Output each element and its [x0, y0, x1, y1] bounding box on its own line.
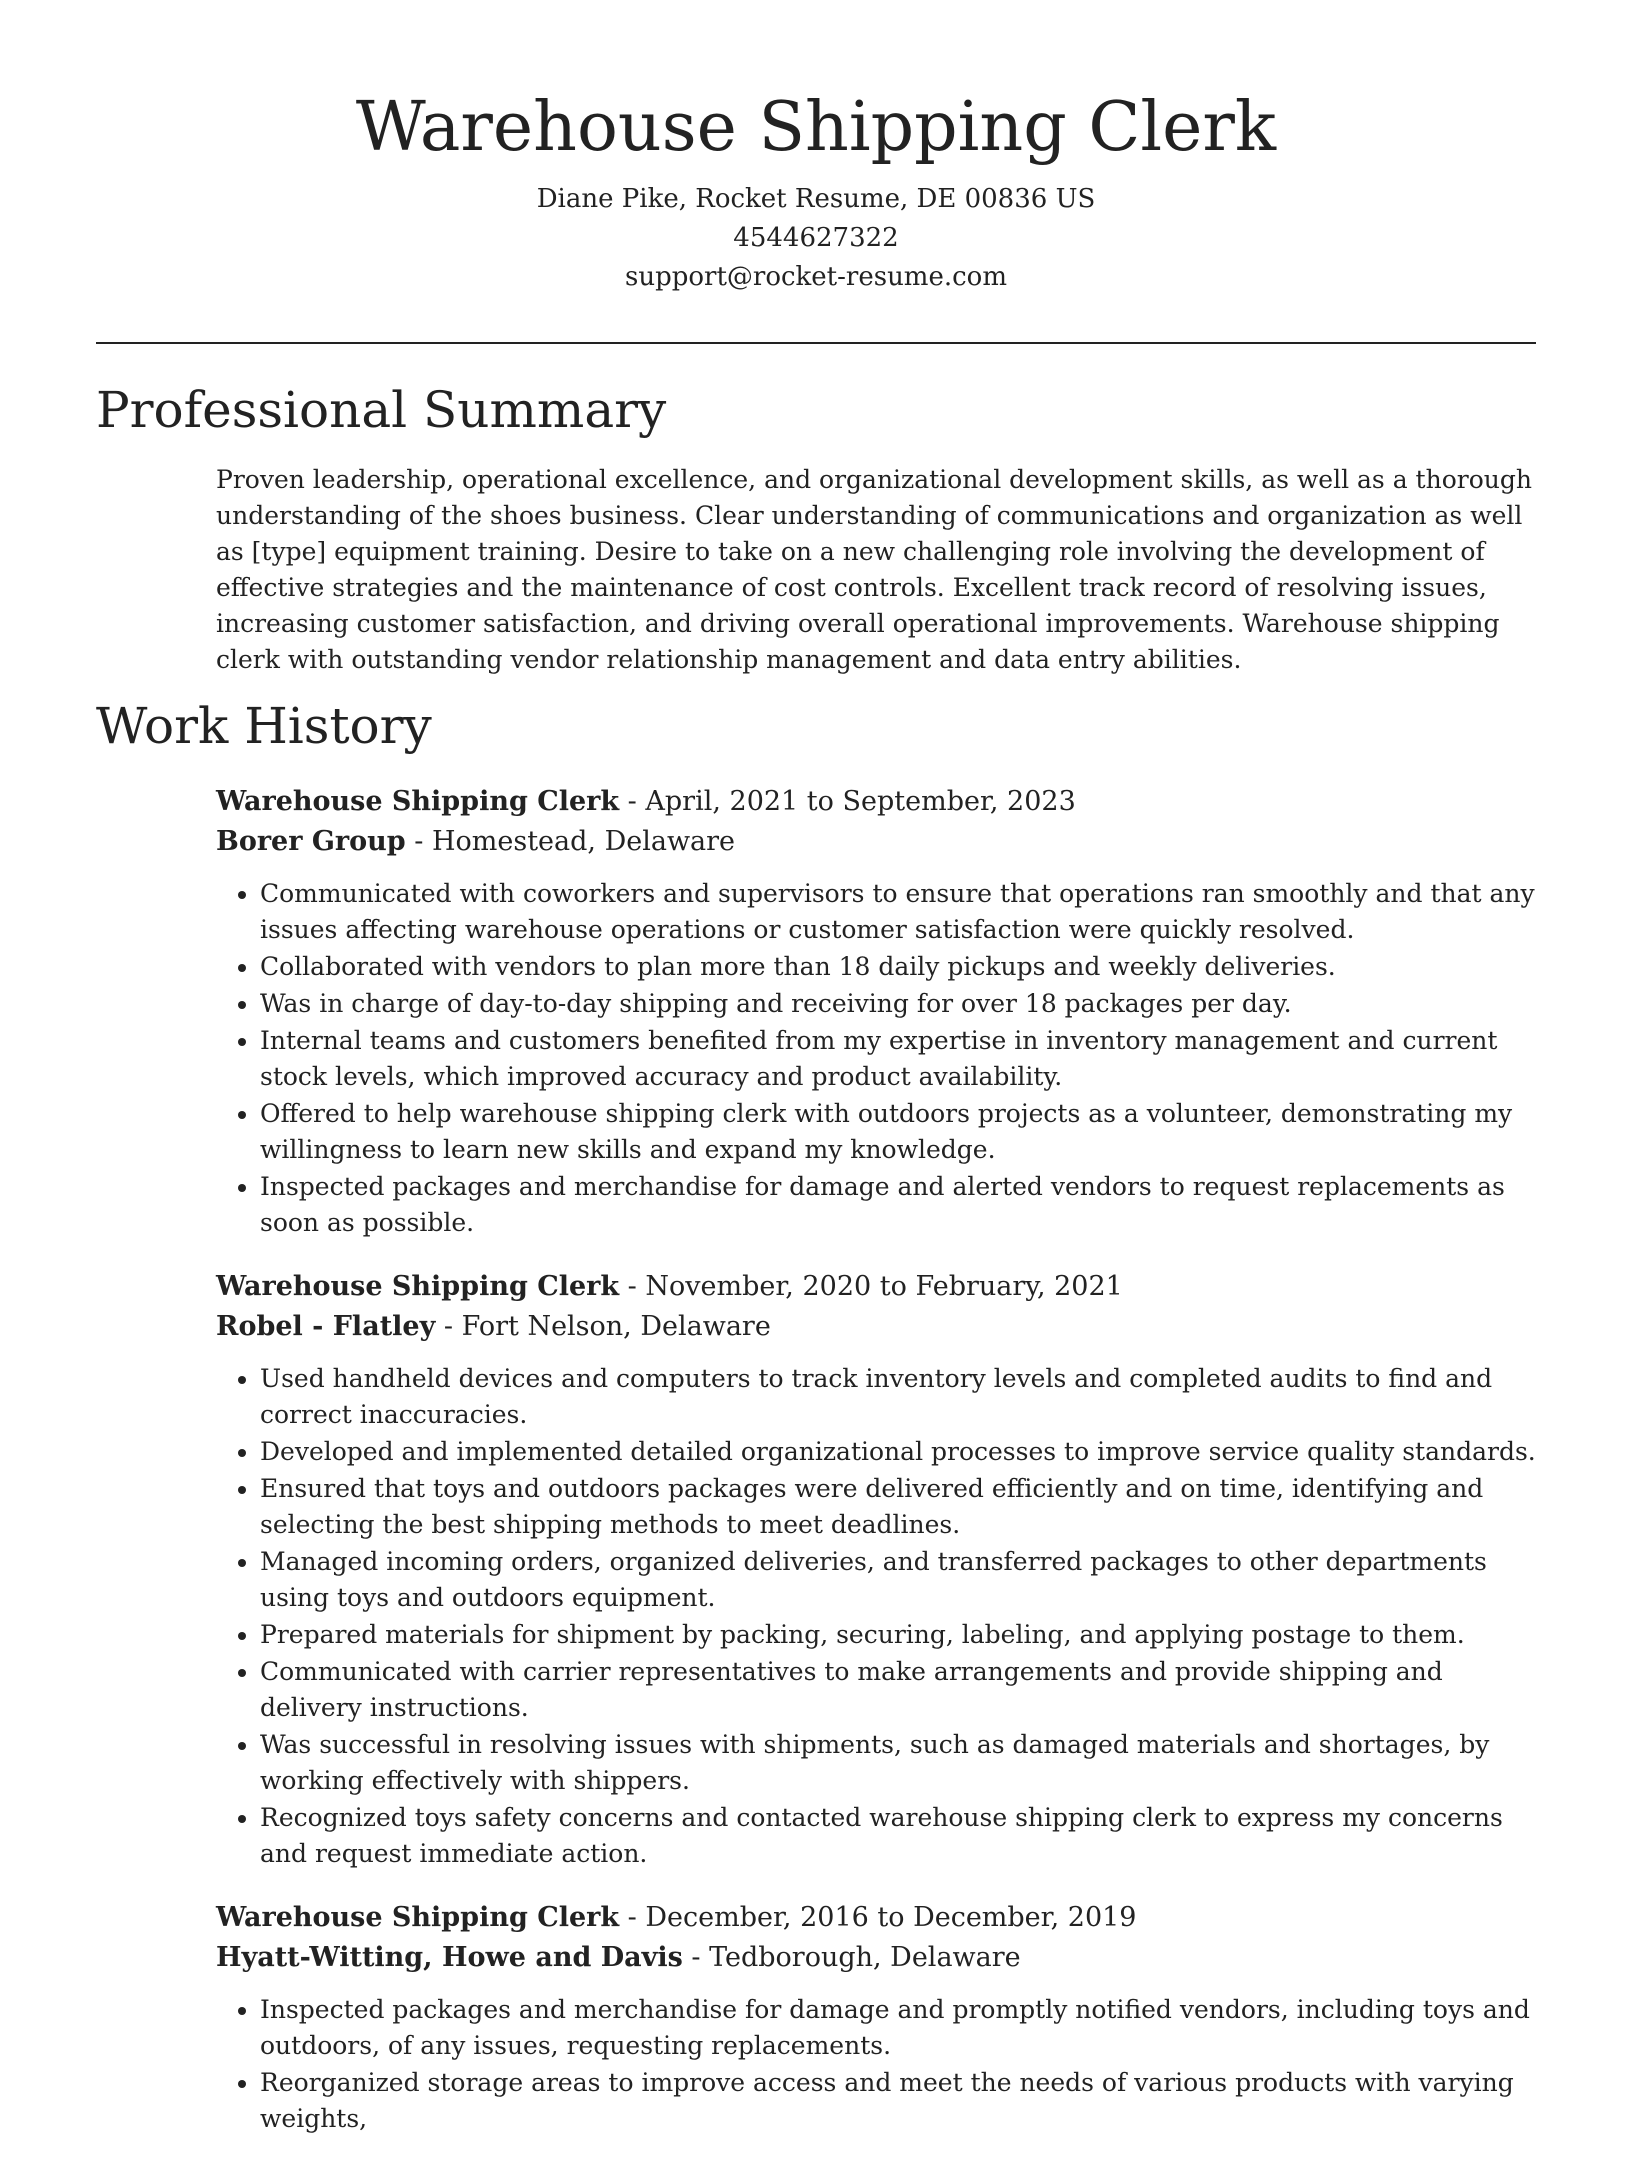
job-title-line	[216, 782, 1536, 822]
resume-header	[0, 0, 1632, 297]
job-title: Warehouse Shipping Clerk	[216, 1271, 620, 1302]
job-dates: December, 2016 to December, 2019	[645, 1902, 1137, 1933]
job-company-line	[216, 822, 1536, 862]
job-entry	[216, 782, 1536, 1241]
job-title-line	[216, 1267, 1536, 1307]
separator: -	[619, 786, 646, 817]
header-divider	[96, 342, 1536, 344]
job-bullet: • Used handheld devices and computers to track inventory levels and completed audits to find and correct inaccuracies.	[260, 1361, 1536, 1433]
job-bullets	[216, 876, 1536, 1241]
job-title: Warehouse Shipping Clerk	[216, 1902, 620, 1933]
job-bullets	[216, 1361, 1536, 1872]
job-bullet: • Communicated with coworkers and supervisors to ensure that operations ran smoothly and that any issues affecting warehouse operations or customer satisfaction were quickly resolved.	[260, 876, 1536, 948]
job-company: Robel - Flatley	[216, 1311, 436, 1342]
job-dates: November, 2020 to February, 2021	[645, 1271, 1123, 1302]
job-bullet: • Communicated with carrier representatives to make arrangements and provide shipping and delivery instructions.	[260, 1654, 1536, 1726]
job-bullet: • Developed and implemented detailed organizational processes to improve service quality standards.	[260, 1434, 1536, 1470]
summary-text: Proven leadership, operational excellence, and organizational development skills, as well as a thorough understanding of the shoes business. Clear understanding of communications and organization as well as [type] equipment training. Desire to take on a new challenging role involving the development of effective strategies and the maintenance of cost controls. Excellent track record of resolving issues, increasing customer satisfaction, and driving overall operational improvements. Warehouse shipping clerk with outstanding vendor relationship management and data entry abilities.	[216, 465, 1532, 674]
job-bullet: • Was in charge of day-to-day shipping and receiving for over 18 packages per day.	[260, 986, 1536, 1022]
job-location: Homestead, Delaware	[431, 826, 736, 857]
contact-email: support@rocket-resume.com	[624, 262, 1007, 292]
job-entry	[216, 1898, 1536, 2137]
job-bullet: • Was successful in resolving issues with shipments, such as damaged materials and shortages, by working effectively with shippers.	[260, 1727, 1536, 1799]
job-bullet: • Reorganized storage areas to improve access and meet the needs of various products with varying weights,	[260, 2065, 1536, 2137]
separator: -	[405, 826, 432, 857]
job-title-line	[216, 1898, 1536, 1938]
job-location: Tedborough, Delaware	[709, 1942, 1021, 1973]
job-company-line	[216, 1938, 1536, 1978]
job-location: Fort Nelson, Delaware	[461, 1311, 771, 1342]
work-history-heading: Work History	[96, 697, 432, 755]
separator: -	[682, 1942, 710, 1973]
job-bullets	[216, 1992, 1536, 2137]
job-bullet: • Recognized toys safety concerns and contacted warehouse shipping clerk to express my concerns and request immediate action.	[260, 1800, 1536, 1872]
job-dates: April, 2021 to September, 2023	[645, 786, 1076, 817]
summary-heading: Professional Summary	[96, 381, 667, 439]
job-company: Borer Group	[216, 826, 406, 857]
job-bullet: • Inspected packages and merchandise for damage and alerted vendors to request replacements as soon as possible.	[260, 1169, 1536, 1241]
job-bullet: • Inspected packages and merchandise for damage and promptly notified vendors, including toys and outdoors, of any issues, requesting replacements.	[260, 1992, 1536, 2064]
job-company: Hyatt-Witting, Howe and Davis	[216, 1942, 683, 1973]
resume-name: Warehouse Shipping Clerk	[355, 88, 1277, 167]
work-history-list	[216, 782, 1536, 2163]
job-company-line	[216, 1307, 1536, 1347]
job-bullet: • Prepared materials for shipment by packing, securing, labeling, and applying postage to them.	[260, 1617, 1536, 1653]
job-bullet: • Managed incoming orders, organized deliveries, and transferred packages to other departments using toys and outdoors equipment.	[260, 1544, 1536, 1616]
separator: -	[435, 1311, 462, 1342]
contact-block	[0, 180, 1632, 297]
job-title: Warehouse Shipping Clerk	[216, 786, 620, 817]
job-bullet: • Ensured that toys and outdoors packages were delivered efficiently and on time, identifying and selecting the best shipping methods to meet deadlines.	[260, 1471, 1536, 1543]
job-bullet: • Internal teams and customers benefited from my expertise in inventory management and current stock levels, which improved accuracy and product availability.	[260, 1023, 1536, 1095]
job-bullet: • Collaborated with vendors to plan more than 18 daily pickups and weekly deliveries.	[260, 949, 1536, 985]
separator: -	[619, 1271, 646, 1302]
job-bullet: • Offered to help warehouse shipping clerk with outdoors projects as a volunteer, demonstrating my willingness to learn new skills and expand my knowledge.	[260, 1096, 1536, 1168]
separator: -	[619, 1902, 646, 1933]
contact-phone: 4544627322	[733, 223, 899, 253]
contact-address: Diane Pike, Rocket Resume, DE 00836 US	[536, 184, 1096, 214]
job-entry	[216, 1267, 1536, 1872]
